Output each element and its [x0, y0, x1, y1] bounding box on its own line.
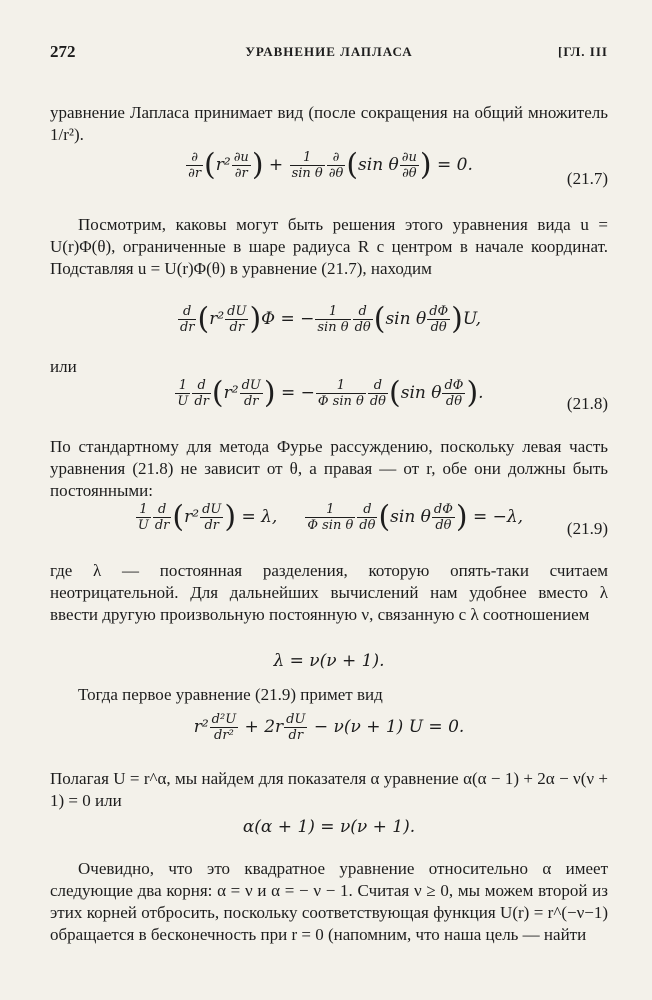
equation-radial-ode: r² $\frac{\text{d²U}}{\text{dr²}}$ + 2r $\frac{dU}{dr}$ − ν(ν + 1) U = 0.: [193, 712, 465, 743]
equation-alpha-text: α(α + 1) = ν(ν + 1).: [242, 817, 416, 837]
equation-number-21-9: (21.9): [566, 519, 608, 538]
equation-number-21-7: (21.7): [566, 169, 608, 188]
equation-lambda-text: λ = ν(ν + 1).: [273, 651, 385, 671]
equation-21-9: $\frac{1}{U}$ $\frac{d}{dr}$ (r² $\frac{dU}{dr}$ ) = λ, $\frac{1}{\text{Φ sin θ}}$ $\frac{d}{d\theta}$ (sin θ $\frac{d\Phi}{d\theta}$ ) = −λ, (21.9): [137, 499, 608, 538]
page-number: 272: [50, 42, 76, 61]
equation-alpha: [50, 816, 608, 844]
page-header: [50, 42, 608, 66]
paragraph-ili: или: [50, 357, 77, 376]
equation-lambda: [50, 650, 608, 678]
paragraph-3: По стандартному для метода Фурье рассуждению, поскольку левая часть уравнения (21.8) не зависит от θ, а правая — от r, обе они должны быть постоянными:: [50, 437, 608, 500]
equation-number-21-8: (21.8): [566, 394, 608, 413]
paragraph-2: Посмотрим, каковы могут быть решения этого уравнения вида u = U(r)Φ(θ), ограниченные в шаре радиуса R с центром в начале координат. Подставляя u = U(r)Φ(θ) в уравнение (21.7), находим: [50, 215, 608, 278]
equation-substitution: $\frac{d}{dr}$ (r² $\frac{dU}{dr}$ )Φ = − $\frac{1}{\text{sin θ}}$ $\frac{d}{d\theta}$ (sin θ $\frac{d\Phi}{d\theta}$ )U,: [179, 301, 482, 337]
chapter-label: [ГЛ. III: [557, 44, 608, 59]
running-title: УРАВНЕНИЕ ЛАПЛАСА: [245, 44, 413, 59]
paragraph-1: уравнение Лапласа принимает вид (после сокращения на общий множитель 1/r²).: [50, 103, 608, 144]
paragraph-6: Полагая U = r^α, мы найдем для показателя α уравнение α(α − 1) + 2α − ν(ν + 1) = 0 или: [50, 769, 608, 810]
paragraph-7: Очевидно, что это квадратное уравнение относительно α имеет следующие два корня: α = ν и α = − ν − 1. Считая ν ≥ 0, мы можем второй из этих корней отбросить, поскольку соответствующая функция U(r) = r^(−ν−1) обращается в бесконечность при r = 0 (напомним, что наша цель — найти: [50, 859, 608, 944]
equation-21-7: ∂ ∂r (r² $\frac{\partial u}{\partial r}$ ) + $\frac{1}{\text{sin θ}}$ ∂ ∂θ (sin θ $\frac{\partial u}{\partial\theta}$ ) = 0. (21.7): [188, 147, 608, 188]
paragraph-5: Тогда первое уравнение (21.9) примет вид: [78, 685, 383, 704]
equation-21-8: $\frac{1}{U}$ $\frac{d}{dr}$ (r² $\frac{dU}{dr}$ ) = − $\frac{1}{\text{Φ sin θ}}$ $\frac{d}{d\theta}$ (sin θ $\frac{d\Phi}{d\theta}$ ). (21.8): [177, 375, 608, 413]
paragraph-4: где λ — постоянная разделения, которую опять-таки считаем неотрицательной. Для дальнейших вычислений нам удобнее вместо λ ввести другую произвольную постоянную ν, связанную с λ соотношением: [50, 561, 608, 624]
